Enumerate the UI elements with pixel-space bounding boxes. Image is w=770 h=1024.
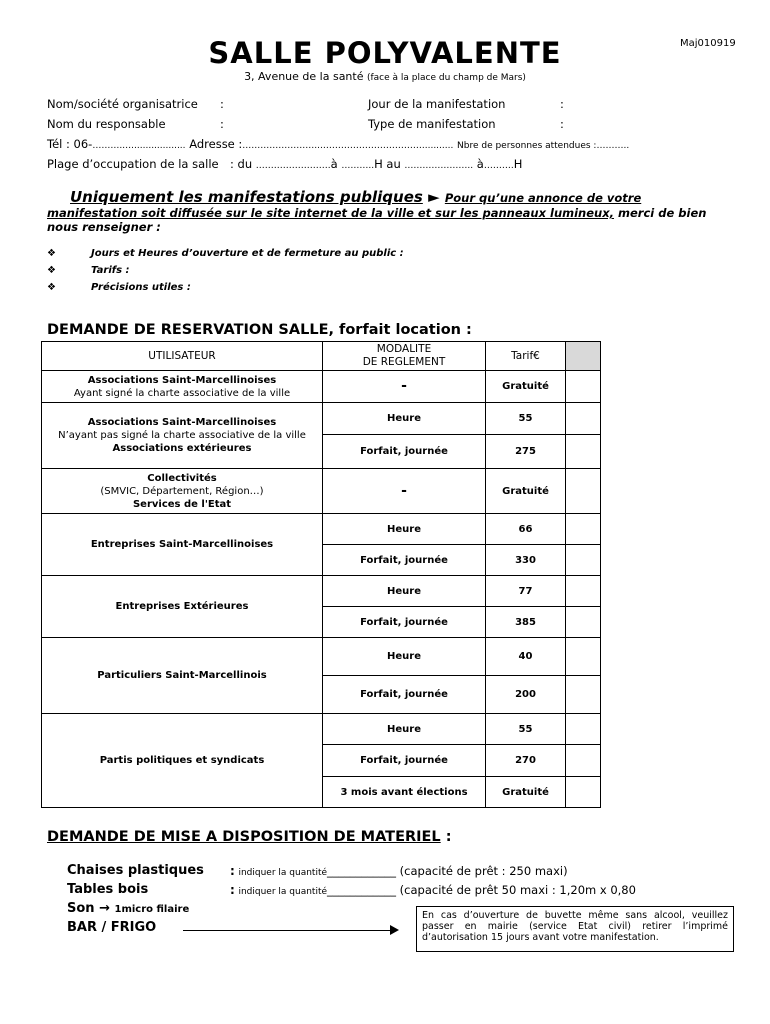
tarif-cell: 270: [486, 745, 566, 777]
header-modalite-line1: MODALITE: [376, 343, 432, 355]
plage-dots-2: ………..: [341, 161, 375, 171]
materiel-title-text: DEMANDE DE MISE A DISPOSITION DE MATERIEL: [47, 829, 441, 845]
header-tarif: Tarif€: [486, 342, 566, 371]
plage-dots-4: ……….: [483, 161, 514, 171]
modalite-cell: Heure: [323, 714, 486, 745]
modalite-cell: Forfait, journée: [323, 435, 486, 469]
plage-h-au: H au: [374, 157, 401, 171]
tarif-cell: 77: [486, 576, 566, 607]
address-dots: ……………………...……………………………...........: [242, 141, 454, 151]
plage-du: : du: [230, 157, 253, 171]
user-cell: [42, 371, 323, 403]
check-cell[interactable]: [566, 371, 601, 403]
plage-row: [230, 157, 522, 171]
tel-row: [47, 137, 629, 151]
public-instructions-rest: merci de bien nous renseigner :: [47, 206, 707, 234]
son-label: Son →: [67, 901, 110, 916]
user-line: Associations extérieures: [112, 443, 252, 454]
check-cell[interactable]: [566, 576, 601, 607]
check-cell[interactable]: [566, 607, 601, 638]
day-label: Jour de la manifestation: [368, 97, 506, 111]
bullet-text: Tarifs :: [91, 265, 130, 276]
header-check-cell: [566, 342, 601, 371]
plage-a-1: à: [330, 157, 338, 171]
user-line: Associations Saint-Marcellinoises: [87, 417, 277, 428]
chaises-qty-line[interactable]: ____________: [327, 864, 397, 878]
modalite-cell: 3 mois avant élections: [323, 777, 486, 808]
check-cell[interactable]: [566, 514, 601, 545]
plage-dots-3: …………………..: [404, 161, 474, 171]
tarif-cell: 275: [486, 435, 566, 469]
check-cell[interactable]: [566, 638, 601, 676]
diamond-bullet-icon: ❖: [47, 248, 56, 259]
modalite-cell: Forfait, journée: [323, 545, 486, 576]
user-line: Collectivités: [147, 472, 217, 484]
table-row: [42, 714, 601, 745]
day-colon: :: [560, 97, 564, 111]
modalite-cell: Forfait, journée: [323, 745, 486, 777]
bullet-tarifs: [47, 265, 130, 276]
check-cell[interactable]: [566, 435, 601, 469]
son-row: [67, 901, 189, 916]
plage-label: Plage d’occupation de la salle: [47, 157, 219, 171]
arrow-right-icon: ►: [428, 188, 440, 206]
tables-qty-line[interactable]: ____________: [327, 883, 397, 897]
public-intro: Pour qu’une annonce de votre: [444, 191, 642, 205]
user-cell: Particuliers Saint-Marcellinois: [42, 638, 323, 714]
user-cell: Partis politiques et syndicats: [42, 714, 323, 808]
modalite-cell: -: [323, 371, 486, 403]
tarif-cell: 40: [486, 638, 566, 676]
reservation-table: [41, 341, 601, 808]
tarif-cell: 330: [486, 545, 566, 576]
diamond-bullet-icon: ❖: [47, 282, 56, 293]
check-cell[interactable]: [566, 676, 601, 714]
address-field-label: Adresse :: [189, 137, 243, 151]
arrow-right-icon: [390, 925, 399, 935]
resp-label: Nom du responsable: [47, 117, 166, 131]
user-line: (SMVIC, Département, Région…): [100, 485, 264, 497]
tarif-cell: 55: [486, 714, 566, 745]
son-detail: 1micro filaire: [114, 904, 190, 915]
table-row: [42, 638, 601, 676]
header-modalite-line2: DE REGLEMENT: [362, 356, 446, 368]
table-row: [42, 514, 601, 545]
tarif-cell: 385: [486, 607, 566, 638]
diamond-bullet-icon: ❖: [47, 265, 56, 276]
tarif-cell: Gratuité: [486, 777, 566, 808]
type-colon: :: [560, 117, 564, 131]
tarif-cell: Gratuité: [486, 371, 566, 403]
type-label: Type de manifestation: [368, 117, 496, 131]
tel-label: Tél : 06-: [47, 137, 93, 151]
materiel-title-colon: :: [440, 829, 452, 845]
bullet-precisions: [47, 282, 191, 293]
address-line: [0, 70, 770, 83]
tables-qty-label: indiquer la quantité: [238, 887, 328, 897]
modalite-cell: Forfait, journée: [323, 607, 486, 638]
bullet-text: Jours et Heures d’ouverture et de fermeture au public :: [91, 248, 404, 259]
buvette-notice: En cas d’ouverture de buvette même sans alcool, veuillez passer en mairie (service Etat civil) retirer l’imprimé d’autorisation 15 jours avant votre manifestation.: [416, 906, 734, 952]
bar-label: BAR / FRIGO: [67, 920, 157, 935]
tables-row: [230, 883, 636, 897]
tables-label: Tables bois: [67, 882, 149, 897]
chaises-label: Chaises plastiques: [67, 863, 204, 878]
user-cell: Entreprises Extérieures: [42, 576, 323, 638]
tables-colon: :: [230, 883, 235, 897]
user-cell: [42, 469, 323, 514]
tables-capacity: (capacité de prêt 50 maxi : 1,20m x 0,80: [399, 883, 636, 897]
user-line: N’ayant pas signé la charte associative de la ville: [58, 430, 306, 441]
user-line: Services de l'Etat: [132, 498, 232, 510]
user-line: Ayant signé la charte associative de la ville: [73, 387, 291, 399]
table-row: [42, 469, 601, 514]
check-cell[interactable]: [566, 777, 601, 808]
table-row: [42, 403, 601, 435]
table-header-row: [42, 342, 601, 371]
materiel-title: [47, 829, 452, 845]
modalite-cell: Heure: [323, 403, 486, 435]
modalite-cell: Heure: [323, 638, 486, 676]
plage-a-2: à: [476, 157, 484, 171]
table-row: [42, 371, 601, 403]
tarif-cell: Gratuité: [486, 469, 566, 514]
tarif-cell: 66: [486, 514, 566, 545]
check-cell[interactable]: [566, 469, 601, 514]
check-cell[interactable]: [566, 545, 601, 576]
header-modalite: [323, 342, 486, 371]
modalite-cell: Forfait, journée: [323, 676, 486, 714]
modalite-cell: Heure: [323, 514, 486, 545]
plage-h: H: [513, 157, 523, 171]
user-cell: [42, 403, 323, 469]
tarif-cell: 200: [486, 676, 566, 714]
modalite-cell: -: [323, 469, 486, 514]
chaises-colon: :: [230, 864, 235, 878]
document-reference: Maj010919: [680, 38, 736, 49]
public-heading-text: Uniquement les manifestations publiques: [70, 188, 423, 206]
reservation-title: DEMANDE DE RESERVATION SALLE, forfait location :: [47, 322, 472, 338]
org-colon: :: [220, 97, 224, 111]
public-heading: [70, 188, 641, 206]
tel-dots: ……….…...................: [92, 141, 186, 151]
table-row: [42, 576, 601, 607]
address-text: 3, Avenue de la santé: [244, 70, 364, 83]
user-line: Associations Saint-Marcellinoises: [87, 374, 277, 386]
bullet-hours: [47, 248, 404, 259]
bullet-text: Précisions utiles :: [91, 282, 191, 293]
check-cell[interactable]: [566, 745, 601, 777]
chaises-capacity: (capacité de prêt : 250 maxi): [399, 864, 568, 878]
address-note: (face à la place du champ de Mars): [366, 73, 526, 83]
resp-colon: :: [220, 117, 224, 131]
modalite-cell: Heure: [323, 576, 486, 607]
persons-label: Nbre de personnes attendues :: [457, 141, 597, 151]
check-cell[interactable]: [566, 714, 601, 745]
user-cell: Entreprises Saint-Marcellinoises: [42, 514, 323, 576]
tarif-cell: 55: [486, 403, 566, 435]
page-title: SALLE POLYVALENTE: [208, 36, 562, 70]
header-user: UTILISATEUR: [42, 342, 323, 371]
public-instructions-underlined: manifestation soit diffusée sur le site internet de la ville et sur les panneaux lumineux,: [47, 206, 615, 220]
chaises-row: [230, 864, 568, 878]
check-cell[interactable]: [566, 403, 601, 435]
org-label: Nom/société organisatrice: [47, 97, 198, 111]
plage-dots-1: …………………….: [255, 161, 331, 171]
chaises-qty-label: indiquer la quantité: [238, 868, 328, 878]
persons-dots: ………..: [596, 141, 630, 151]
public-instructions: [47, 206, 737, 234]
arrow-line: [183, 930, 393, 931]
